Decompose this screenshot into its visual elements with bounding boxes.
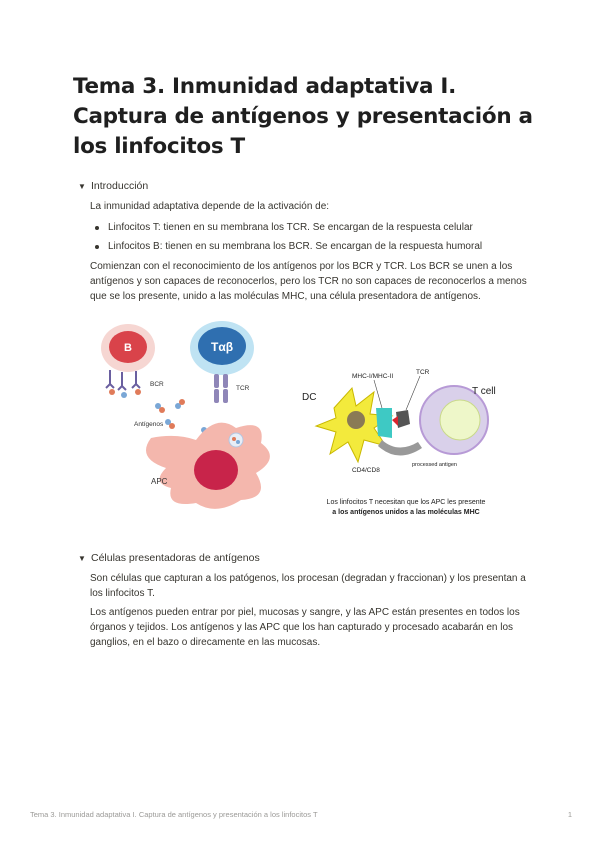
page-number: 1 [567, 810, 572, 819]
bcr-label: BCR [150, 381, 164, 388]
intro-paragraph: Comienzan con el reconocimiento de los antígenos por los BCR y TCR. Los BCR se unen a los antígenos y son capaces de reconocerlos, pero los TCR no son capaces de reconocerlos a menos que se los presente, unido a las moléculas MHC, una célula presentadora de antígenos. [90, 261, 527, 302]
page-footer: Tema 3. Inmunidad adaptativa I. Captura de antígenos y presentación a los linfocitos T [30, 810, 318, 819]
page-title: Tema 3. Inmunidad adaptativa I. Captura de antígenos y presentación a los linfocitos T [73, 74, 533, 159]
toggle-triangle-icon: ▼ [78, 181, 86, 191]
toggle-label: Células presentadoras de antígenos [91, 552, 260, 564]
apc-paragraph-1: Son células que capturan a los patógenos, los procesan (degradan y fraccionan) y los presentan a los linfocitos T. [90, 573, 526, 599]
toggle-celulas-presentadoras[interactable] [78, 552, 260, 564]
tcr-label-right: TCR [416, 369, 430, 376]
b-cell-label: B [124, 342, 132, 354]
t-cell-label: Tαβ [210, 340, 234, 354]
tcr-label: TCR [236, 385, 250, 392]
cd-label: CD4/CD8 [352, 467, 380, 474]
bullet-list [90, 220, 530, 258]
toggle-triangle-icon: ▼ [78, 553, 86, 563]
apc-label: APC [151, 477, 168, 486]
figure-dc-tcell [294, 358, 519, 518]
dc-label: DC [302, 392, 317, 403]
antigen-label: Antígenos [134, 421, 164, 428]
list-item: Linfocitos T: tienen en su membrana los TCR. Se encargan de la respuesta celular [90, 220, 530, 235]
apc-paragraph-2: Los antígenos pueden entrar por piel, mucosas y sangre, y las APC están presentes en todos los órganos y tejidos. Los antígenos y las APC que los han capturado y procesado acabarán en los ganglios, en el bazo o direcamente en las mucosas. [90, 607, 520, 648]
caption-line2: a los antígenos unidos a las moléculas MHC [332, 509, 480, 516]
tcell-label: T cell [472, 386, 496, 397]
caption-line1: Los linfocitos T necesitan que los APC les presente [326, 499, 486, 506]
toggle-introduccion[interactable] [78, 180, 148, 192]
t-cell-right-nucleus [440, 400, 480, 440]
figure-b-t-apc [96, 318, 286, 518]
processed-label: processed antigen [412, 462, 457, 468]
apc-nucleus [194, 450, 238, 490]
toggle-label: Introducción [91, 180, 149, 192]
mhc-molecule [376, 408, 392, 438]
intro-text: La inmunidad adaptativa depende de la activación de: [90, 201, 330, 212]
dc-nucleus [347, 411, 365, 429]
mhc-label: MHC-I/MHC-II [352, 373, 394, 380]
list-item: Linfocitos B: tienen en su membrana los BCR. Se encargan de la respuesta humoral [90, 239, 530, 254]
